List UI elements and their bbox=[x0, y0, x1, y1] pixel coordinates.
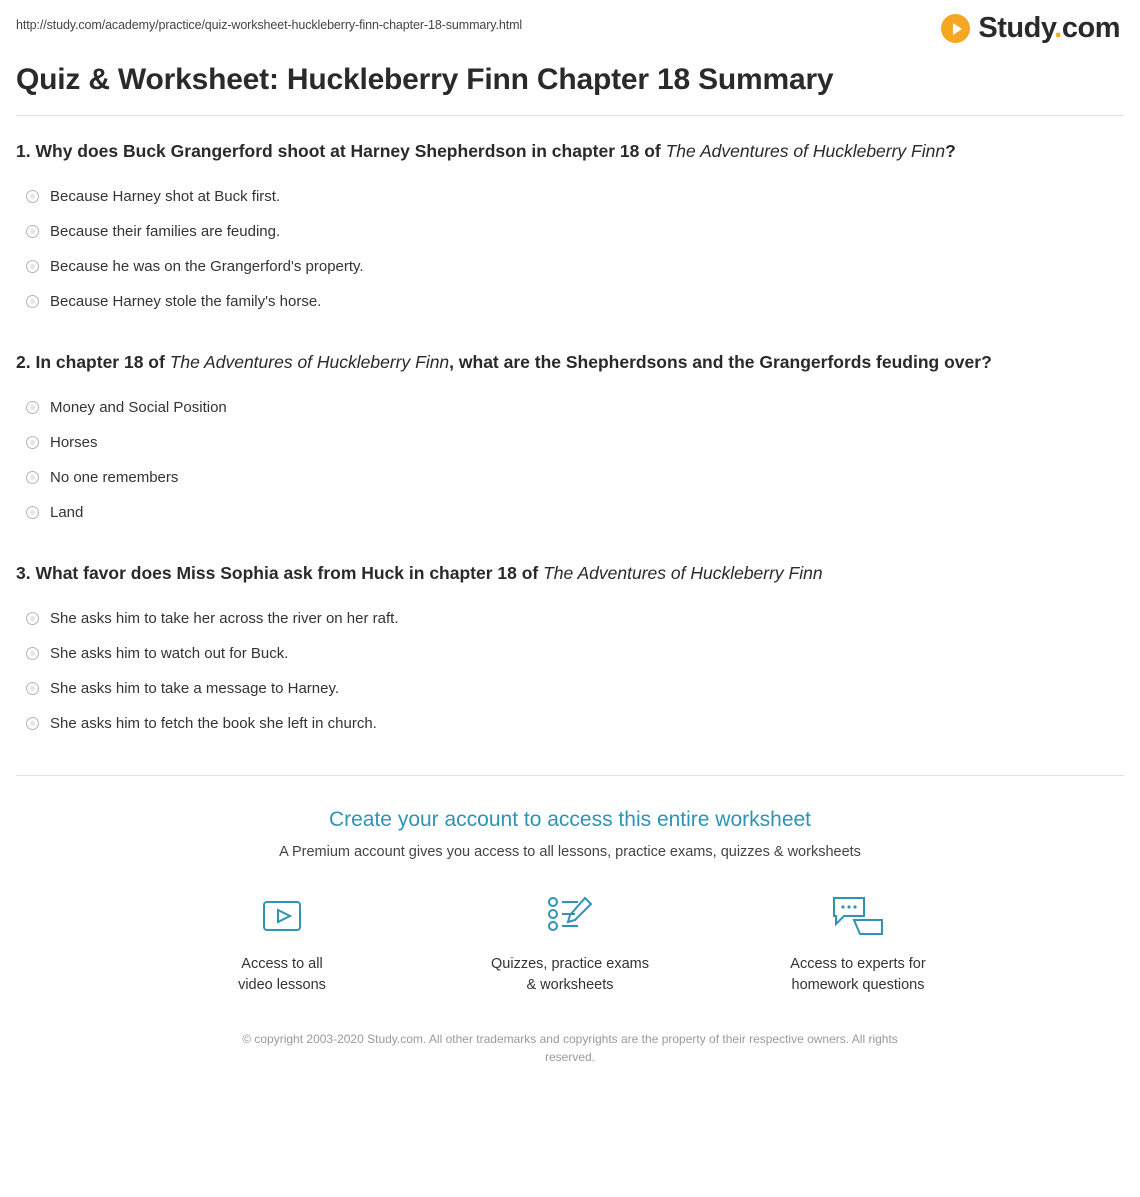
study-com-logo[interactable] bbox=[941, 12, 1124, 45]
radio-button-icon[interactable] bbox=[26, 647, 39, 660]
question-text bbox=[16, 138, 1124, 165]
question-prefix: Why does Buck Grangerford shoot at Harney Shepherdson in chapter 18 of bbox=[35, 141, 666, 161]
question-block bbox=[16, 138, 1124, 319]
answer-label: She asks him to watch out for Buck. bbox=[50, 645, 289, 663]
answer-label: Because he was on the Grangerford's property. bbox=[50, 258, 364, 276]
radio-button-icon[interactable] bbox=[26, 612, 39, 625]
answer-label: Money and Social Position bbox=[50, 399, 227, 417]
feature-item bbox=[197, 890, 367, 996]
answer-option[interactable] bbox=[16, 284, 1124, 319]
answer-label: She asks him to take a message to Harney. bbox=[50, 680, 340, 698]
answer-list bbox=[16, 179, 1124, 319]
logo-dot: . bbox=[1054, 12, 1062, 44]
answer-label: Because Harney shot at Buck first. bbox=[50, 188, 281, 206]
page-title: Quiz & Worksheet: Huckleberry Finn Chapter 18 Summary bbox=[16, 63, 834, 96]
answer-label: She asks him to fetch the book she left in church. bbox=[50, 715, 377, 733]
feature-list bbox=[16, 890, 1124, 996]
promo-subtitle: A Premium account gives you access to all lessons, practice exams, quizzes & worksheets bbox=[279, 844, 861, 861]
question-block bbox=[16, 349, 1124, 530]
answer-label: She asks him to take her across the river on her raft. bbox=[50, 610, 399, 628]
feature-label bbox=[773, 954, 943, 996]
feature-item bbox=[773, 890, 943, 996]
radio-button-icon[interactable] bbox=[26, 717, 39, 730]
radio-button-icon[interactable] bbox=[26, 190, 39, 203]
page-url: http://study.com/academy/practice/quiz-worksheet-huckleberry-finn-chapter-18-summary.html bbox=[16, 18, 523, 32]
promo-title[interactable]: Create your account to access this entire worksheet bbox=[328, 808, 812, 832]
question-book-title: The Adventures of Huckleberry Finn bbox=[543, 563, 823, 584]
answer-option[interactable] bbox=[16, 636, 1124, 671]
radio-button-icon[interactable] bbox=[26, 682, 39, 695]
answer-label: Because their families are feuding. bbox=[50, 223, 281, 241]
radio-button-icon[interactable] bbox=[26, 471, 39, 484]
quiz-list-pencil-icon bbox=[485, 890, 655, 942]
page-header bbox=[16, 0, 1124, 49]
answer-option[interactable] bbox=[16, 179, 1124, 214]
feature-line-2: video lessons bbox=[238, 977, 326, 994]
feature-line-2: homework questions bbox=[791, 977, 925, 994]
question-number: 1. bbox=[16, 141, 31, 161]
answer-option[interactable] bbox=[16, 460, 1124, 495]
answer-option[interactable] bbox=[16, 214, 1124, 249]
answer-option[interactable] bbox=[16, 390, 1124, 425]
radio-button-icon[interactable] bbox=[26, 506, 39, 519]
answer-option[interactable] bbox=[16, 671, 1124, 706]
create-account-promo bbox=[16, 775, 1124, 1066]
logo-wordmark bbox=[978, 12, 1120, 45]
feature-line-1: Access to experts for bbox=[790, 956, 926, 973]
radio-button-icon[interactable] bbox=[26, 295, 39, 308]
answer-label: Because Harney stole the family's horse. bbox=[50, 293, 322, 311]
radio-button-icon[interactable] bbox=[26, 436, 39, 449]
radio-button-icon[interactable] bbox=[26, 260, 39, 273]
answer-option[interactable] bbox=[16, 495, 1124, 530]
answer-label: Horses bbox=[50, 434, 98, 452]
feature-line-1: Quizzes, practice exams bbox=[491, 956, 649, 973]
question-book-title: The Adventures of Huckleberry Finn bbox=[169, 352, 450, 373]
question-text bbox=[16, 349, 1124, 376]
answer-option[interactable] bbox=[16, 249, 1124, 284]
answer-option[interactable] bbox=[16, 601, 1124, 636]
question-number: 2. bbox=[16, 352, 31, 373]
answer-list bbox=[16, 390, 1124, 530]
copyright-text: © copyright 2003-2020 Study.com. All other trademarks and copyrights are the property of their respective owners. All rights reserved. bbox=[242, 1032, 898, 1065]
question-book-title: The Adventures of Huckleberry Finn bbox=[665, 141, 946, 161]
answer-option[interactable] bbox=[16, 706, 1124, 741]
feature-line-2: & worksheets bbox=[526, 977, 614, 994]
radio-button-icon[interactable] bbox=[26, 401, 39, 414]
logo-name: Study bbox=[978, 12, 1055, 44]
question-prefix: What favor does Miss Sophia ask from Huck in chapter 18 of bbox=[35, 563, 544, 584]
feature-label bbox=[197, 954, 367, 996]
answer-label: No one remembers bbox=[50, 469, 179, 487]
question-prefix: In chapter 18 of bbox=[35, 352, 170, 373]
chat-bubbles-icon bbox=[773, 890, 943, 942]
video-player-icon bbox=[197, 890, 367, 942]
question-block bbox=[16, 560, 1124, 741]
answer-list bbox=[16, 601, 1124, 741]
title-divider bbox=[16, 115, 1124, 116]
question-suffix: ? bbox=[945, 141, 956, 161]
play-circle-icon bbox=[941, 14, 970, 43]
question-suffix: , what are the Shepherdsons and the Grangerfords feuding over? bbox=[449, 352, 992, 373]
feature-label bbox=[485, 954, 655, 996]
answer-label: Land bbox=[50, 504, 84, 522]
answer-option[interactable] bbox=[16, 425, 1124, 460]
logo-tld: com bbox=[1061, 12, 1120, 44]
question-text bbox=[16, 560, 1124, 587]
radio-button-icon[interactable] bbox=[26, 225, 39, 238]
question-number: 3. bbox=[16, 563, 31, 584]
feature-item bbox=[485, 890, 655, 996]
feature-line-1: Access to all bbox=[241, 956, 323, 973]
